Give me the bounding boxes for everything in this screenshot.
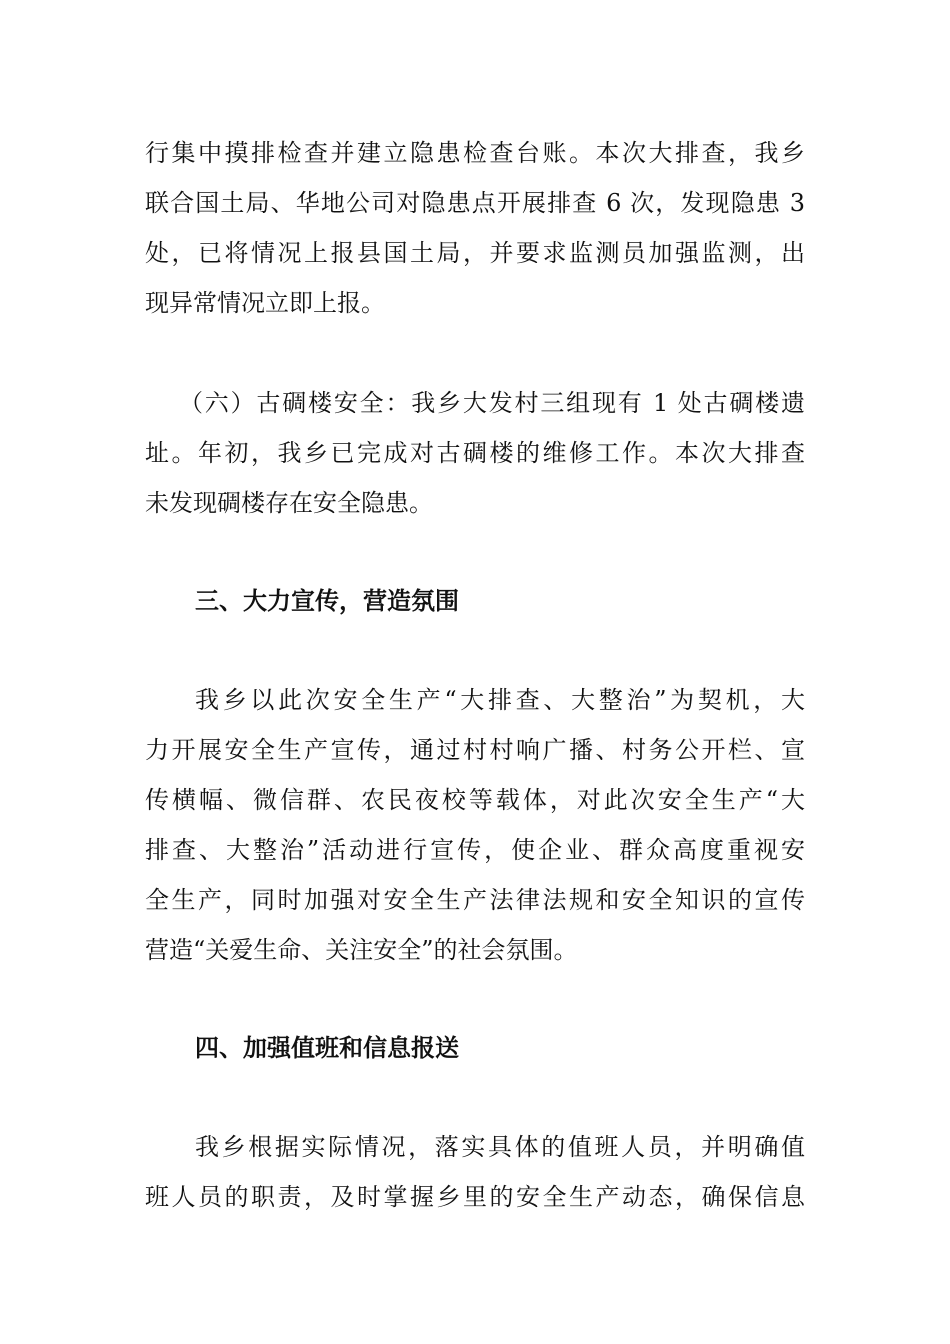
text-line: 未发现碉楼存在安全隐患。 — [145, 489, 433, 517]
text-line: 班人员的职责，及时掌握乡里的安全生产动态，确保信息 — [145, 1183, 805, 1211]
text-line: 址。年初，我乡已完成对古碉楼的维修工作。本次大排查 — [145, 439, 805, 467]
text-line: 传横幅、微信群、农民夜校等载体，对此次安全生产“大 — [145, 786, 805, 814]
text-line: 行集中摸排检查并建立隐患检查台账。本次大排查，我乡 — [145, 139, 805, 167]
text-line: 联合国土局、华地公司对隐患点开展排查 6 次，发现隐患 3 — [145, 189, 805, 217]
section-heading-duty-reporting: 四、加强值班和信息报送 — [195, 1034, 459, 1062]
paragraph-ancient-tower-safety — [145, 378, 805, 528]
text-line: （六）古碉楼安全：我乡大发村三组现有 1 处古碉楼遗 — [179, 389, 805, 417]
paragraph-publicity — [145, 675, 805, 975]
text-line: 现异常情况立即上报。 — [145, 289, 385, 317]
text-line: 我乡根据实际情况，落实具体的值班人员，并明确值 — [195, 1133, 805, 1161]
text-line: 全生产，同时加强对安全生产法律法规和安全知识的宣传 — [145, 886, 805, 914]
text-line: 排查、大整治”活动进行宣传，使企业、群众高度重视安 — [145, 836, 805, 864]
text-line: 力开展安全生产宣传，通过村村响广播、村务公开栏、宣 — [145, 736, 805, 764]
text-line: 我乡以此次安全生产“大排查、大整治”为契机，大 — [195, 686, 805, 714]
paragraph-hazard-inspection — [145, 128, 805, 328]
text-line: 营造“关爱生命、关注安全”的社会氛围。 — [145, 936, 578, 964]
paragraph-duty-reporting — [145, 1122, 805, 1222]
text-line: 处，已将情况上报县国土局，并要求监测员加强监测，出 — [145, 239, 805, 267]
section-heading-publicity: 三、大力宣传，营造氛围 — [195, 587, 459, 615]
